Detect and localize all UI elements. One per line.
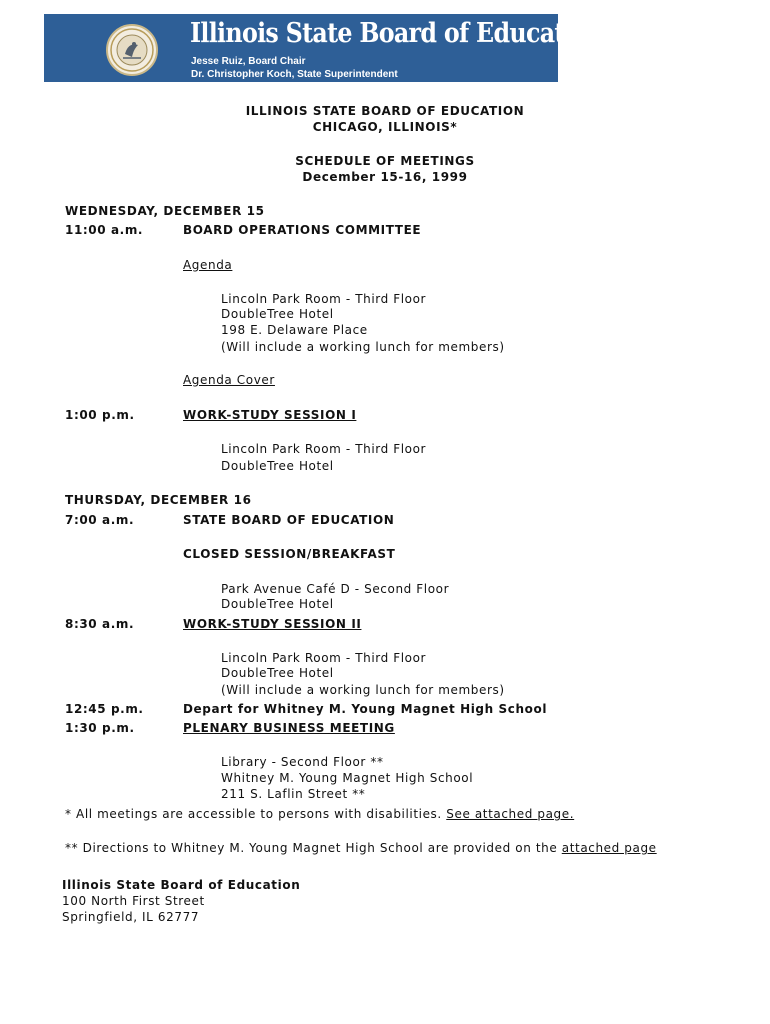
day2-event3-title: Depart for Whitney M. Young Magnet High School bbox=[183, 702, 548, 716]
day2-event1-subtitle: CLOSED SESSION/BREAKFAST bbox=[183, 547, 396, 561]
heading-city: CHICAGO, ILLINOIS* bbox=[312, 120, 458, 134]
day1-label: WEDNESDAY, DECEMBER 15 bbox=[65, 204, 265, 218]
day1-event1-title: BOARD OPERATIONS COMMITTEE bbox=[183, 223, 422, 237]
day1-event1-time: 11:00 a.m. bbox=[65, 223, 144, 237]
day2-event1-title: STATE BOARD OF EDUCATION bbox=[183, 513, 395, 527]
day2-event2-loc2: DoubleTree Hotel bbox=[221, 666, 334, 680]
day1-event2-time: 1:00 p.m. bbox=[65, 408, 135, 422]
accessibility-note bbox=[65, 807, 574, 822]
day2-event2-time: 8:30 a.m. bbox=[65, 617, 135, 631]
day2-label: THURSDAY, DECEMBER 16 bbox=[65, 493, 252, 507]
day2-event4-loc3: 211 S. Laflin Street ** bbox=[221, 787, 366, 801]
state-superintendent: Dr. Christopher Koch, State Superintendent bbox=[191, 69, 398, 80]
day2-event1-loc2: DoubleTree Hotel bbox=[221, 597, 334, 611]
isbe-seal-icon bbox=[106, 24, 158, 76]
agenda-cover-link[interactable]: Agenda Cover bbox=[183, 373, 275, 387]
day2-event4-time: 1:30 p.m. bbox=[65, 721, 135, 735]
agenda-link[interactable]: Agenda bbox=[183, 258, 233, 272]
footer-org: Illinois State Board of Education bbox=[62, 878, 301, 892]
day1-event1-loc4: (Will include a working lunch for members) bbox=[221, 340, 505, 354]
day1-event2-loc2: DoubleTree Hotel bbox=[221, 459, 334, 473]
day2-event1-loc1: Park Avenue Café D - Second Floor bbox=[221, 582, 450, 596]
day2-event2-loc3: (Will include a working lunch for members) bbox=[221, 683, 505, 697]
banner-title: Illinois State Board of Education bbox=[190, 18, 605, 49]
work-study-session-1-link[interactable]: WORK-STUDY SESSION I bbox=[183, 408, 357, 422]
heading-dates: December 15-16, 1999 bbox=[302, 170, 468, 184]
footer-street: 100 North First Street bbox=[62, 894, 205, 908]
day1-event2-loc1: Lincoln Park Room - Third Floor bbox=[221, 442, 427, 456]
day2-event4-loc2: Whitney M. Young Magnet High School bbox=[221, 771, 474, 785]
day1-event1-loc3: 198 E. Delaware Place bbox=[221, 323, 368, 337]
plenary-business-meeting-link[interactable]: PLENARY BUSINESS MEETING bbox=[183, 721, 395, 735]
heading-schedule: SCHEDULE OF MEETINGS bbox=[295, 154, 475, 168]
board-chair: Jesse Ruiz, Board Chair bbox=[191, 56, 306, 67]
directions-note bbox=[65, 841, 657, 856]
day1-event1-loc2: DoubleTree Hotel bbox=[221, 307, 334, 321]
day2-event2-loc1: Lincoln Park Room - Third Floor bbox=[221, 651, 427, 665]
day2-event4-loc1: Library - Second Floor ** bbox=[221, 755, 384, 769]
see-attached-page-link[interactable]: See attached page. bbox=[446, 807, 575, 821]
day2-event1-time: 7:00 a.m. bbox=[65, 513, 135, 527]
day1-event1-loc1: Lincoln Park Room - Third Floor bbox=[221, 292, 427, 306]
heading-org: ILLINOIS STATE BOARD OF EDUCATION bbox=[245, 104, 525, 118]
attached-page-link[interactable]: attached page bbox=[561, 841, 657, 855]
header-banner bbox=[44, 14, 605, 82]
accessibility-note-text: * All meetings are accessible to persons with disabilities. bbox=[65, 807, 447, 821]
day2-event3-time: 12:45 p.m. bbox=[65, 702, 144, 716]
directions-note-text: ** Directions to Whitney M. Young Magnet High School are provided on the bbox=[65, 841, 562, 855]
work-study-session-2-link[interactable]: WORK-STUDY SESSION II bbox=[183, 617, 362, 631]
footer-city: Springfield, IL 62777 bbox=[62, 910, 200, 924]
